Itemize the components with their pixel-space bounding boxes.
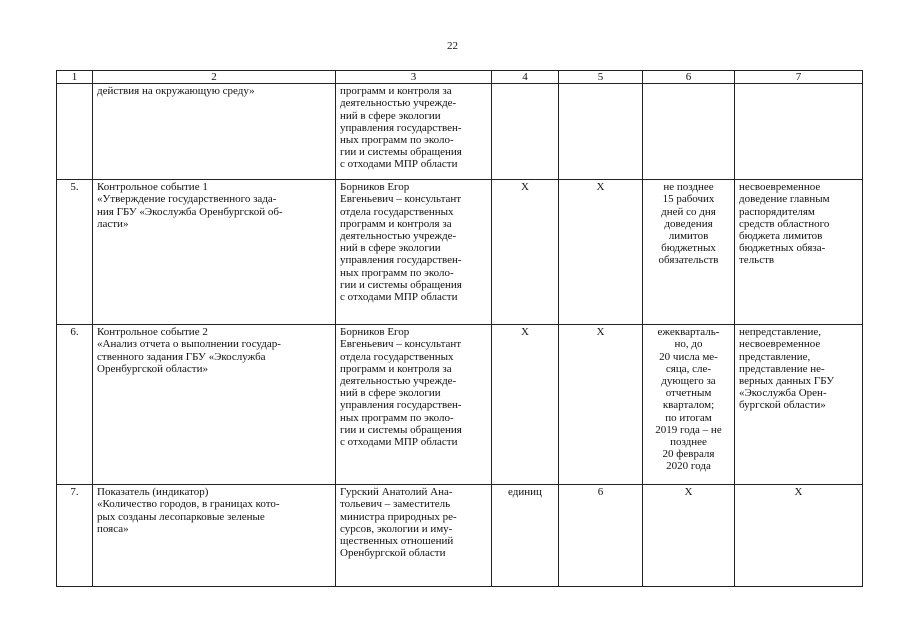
column-header: 2 [93, 71, 336, 84]
event-name: действия на окружающую среду» [93, 84, 336, 180]
deadline-cell [643, 84, 735, 180]
deadline-cell: не позднее 15 рабочих дней со дня доведения лимитов бюджетных обязательств [643, 180, 735, 325]
column-header: 5 [559, 71, 643, 84]
table-row [57, 325, 863, 485]
value-cell: Х [559, 325, 643, 485]
column-header: 4 [492, 71, 559, 84]
row-number [57, 84, 93, 180]
page-number: 22 [447, 40, 458, 52]
responsible-person: Гурский Анатолий Ана- тольевич – заместитель министра природных ре- сурсов, экологии и иму- щественных отношений Оренбургской области [336, 485, 492, 587]
unit-cell: Х [492, 325, 559, 485]
responsible-person: Борников Егор Евгеньевич – консультант отдела государственных программ и контроля за деятельностью учрежде- ний в сфере экологии управления государствен- ных программ по эколо- гии и системы обращения с отходами МПР области [336, 325, 492, 485]
column-header: 1 [57, 71, 93, 84]
risk-cell [735, 84, 863, 180]
row-number: 6. [57, 325, 93, 485]
responsible-person: Борников Егор Евгеньевич – консультант отдела государственных программ и контроля за деятельностью учрежде- ний в сфере экологии управления государствен- ных программ по эколо- гии и системы обращения с отходами МПР области [336, 180, 492, 325]
row-number: 7. [57, 485, 93, 587]
table-row [57, 84, 863, 180]
unit-cell: Х [492, 180, 559, 325]
value-cell: 6 [559, 485, 643, 587]
event-name: Контрольное событие 1 «Утверждение государственного зада- ния ГБУ «Экослужба Оренбургской об- ласти» [93, 180, 336, 325]
unit-cell: единиц [492, 485, 559, 587]
value-cell [559, 84, 643, 180]
table-row [57, 485, 863, 587]
risk-cell: непредставление, несвоевременное представление, представление не- верных данных ГБУ «Экослужба Орен- бургской области» [735, 325, 863, 485]
column-header: 6 [643, 71, 735, 84]
responsible-person: программ и контроля за деятельностью учрежде- ний в сфере экологии управления государствен- ных программ по эколо- гии и системы обращения с отходами МПР области [336, 84, 492, 180]
column-header: 7 [735, 71, 863, 84]
event-name: Показатель (индикатор) «Количество городов, в границах кото- рых созданы лесопарковые зеленые пояса» [93, 485, 336, 587]
value-cell: Х [559, 180, 643, 325]
plan-table [56, 70, 863, 587]
table-header-row [57, 71, 863, 84]
row-number: 5. [57, 180, 93, 325]
risk-cell: несвоевременное доведение главным распорядителям средств областного бюджета лимитов бюджетных обяза- тельств [735, 180, 863, 325]
deadline-cell: Х [643, 485, 735, 587]
event-name: Контрольное событие 2 «Анализ отчета о выполнении государ- ственного задания ГБУ «Экослужба Оренбургской области» [93, 325, 336, 485]
unit-cell [492, 84, 559, 180]
column-header: 3 [336, 71, 492, 84]
table-row [57, 180, 863, 325]
deadline-cell: ежекварталь- но, до 20 числа ме- сяца, сле- дующего за отчетным кварталом; по итогам 2019 года – не позднее 20 февраля 2020 года [643, 325, 735, 485]
risk-cell: Х [735, 485, 863, 587]
